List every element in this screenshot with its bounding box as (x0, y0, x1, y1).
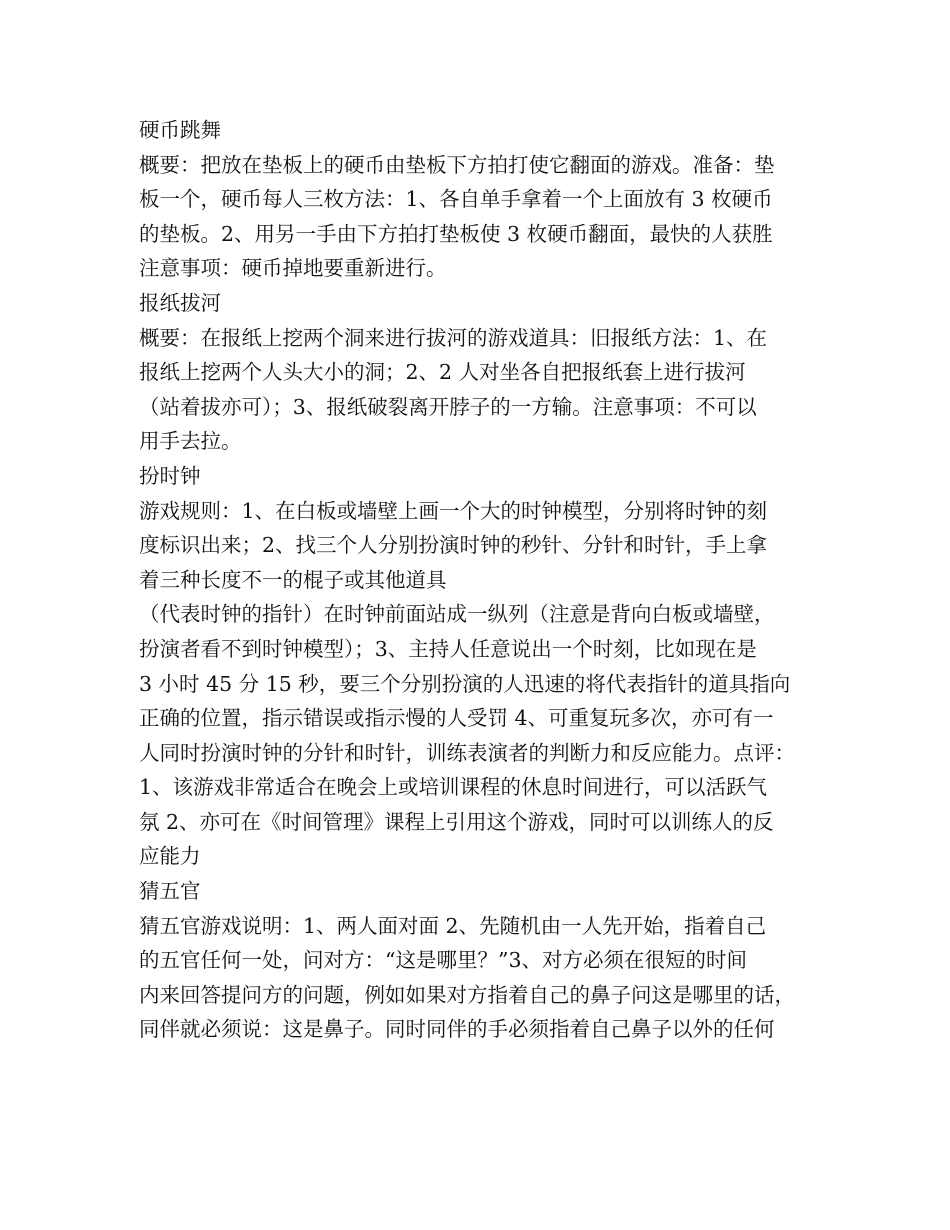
text-line: 的五官任何一处，问对方：“这是哪里？”3、对方必须在很短的时间 (139, 948, 748, 973)
text-line: 用手去拉。 (139, 429, 242, 454)
text-line: 猜五官游戏说明：1、两人面对面 2、先随机由一人先开始，指着自己 (139, 913, 767, 938)
text-line: 人同时扮演时钟的分针和时针，训练表演者的判断力和反应能力。点评： (139, 740, 795, 765)
section-title-clock-play: 扮时钟 (139, 463, 201, 488)
text-line: 应能力 (139, 844, 201, 869)
section-title-guess-features: 猜五官 (139, 879, 201, 904)
text-line: 游戏规则：1、在白板或墙壁上画一个大的时钟模型，分别将时钟的刻 (139, 498, 768, 523)
text-line: 正确的位置，指示错误或指示慢的人受罚 4、可重复玩多次，亦可有一 (139, 706, 774, 731)
document-body (139, 113, 819, 1047)
text-line: 度标识出来；2、找三个人分别扮演时钟的秒针、分针和时针，手上拿 (139, 533, 768, 558)
section-title-coin-dance: 硬币跳舞 (139, 118, 221, 142)
text-line: 板一个，硬币每人三枚方法：1、各自单手拿着一个上面放有 3 枚硬币 (139, 187, 773, 212)
text-line: 注意事项：硬币掉地要重新进行。 (139, 256, 447, 281)
text-line: （代表时钟的指针）在时钟前面站成一纵列（注意是背向白板或墙壁， (139, 602, 775, 627)
text-line: 扮演者看不到时钟模型）；3、主持人任意说出一个时刻，比如现在是 (139, 636, 757, 661)
text-line: 内来回答提问方的问题，例如如果对方指着自己的鼻子问这是哪里的话， (139, 982, 795, 1007)
text-line: 概要：在报纸上挖两个洞来进行拔河的游戏道具：旧报纸方法：1、在 (139, 325, 768, 350)
text-line: 着三种长度不一的棍子或其他道具 (139, 567, 447, 592)
section-title-newspaper-tug: 报纸拔河 (139, 290, 221, 315)
text-line: 的垫板。2、用另一手由下方拍打垫板使 3 枚硬币翻面，最快的人获胜 (139, 221, 773, 246)
text-line: 同伴就必须说：这是鼻子。同时同伴的手必须指着自己鼻子以外的任何 (139, 1017, 775, 1042)
text-line: （站着拔亦可）；3、报纸破裂离开脖子的一方输。注意事项：不可以 (139, 394, 757, 419)
text-line: 3 小时 45 分 15 秒，要三个分别扮演的人迅速的将代表指针的道具指向 (139, 671, 791, 696)
text-line: 报纸上挖两个人头大小的洞；2、2 人对坐各自把报纸套上进行拔河 (139, 360, 746, 385)
text-line: 1、该游戏非常适合在晚会上或培训课程的休息时间进行，可以活跃气 (139, 775, 768, 800)
text-line: 氛 2、亦可在《时间管理》课程上引用这个游戏，同时可以训练人的反 (139, 809, 774, 834)
text-line: 概要：把放在垫板上的硬币由垫板下方拍打使它翻面的游戏。准备：垫 (139, 152, 775, 177)
